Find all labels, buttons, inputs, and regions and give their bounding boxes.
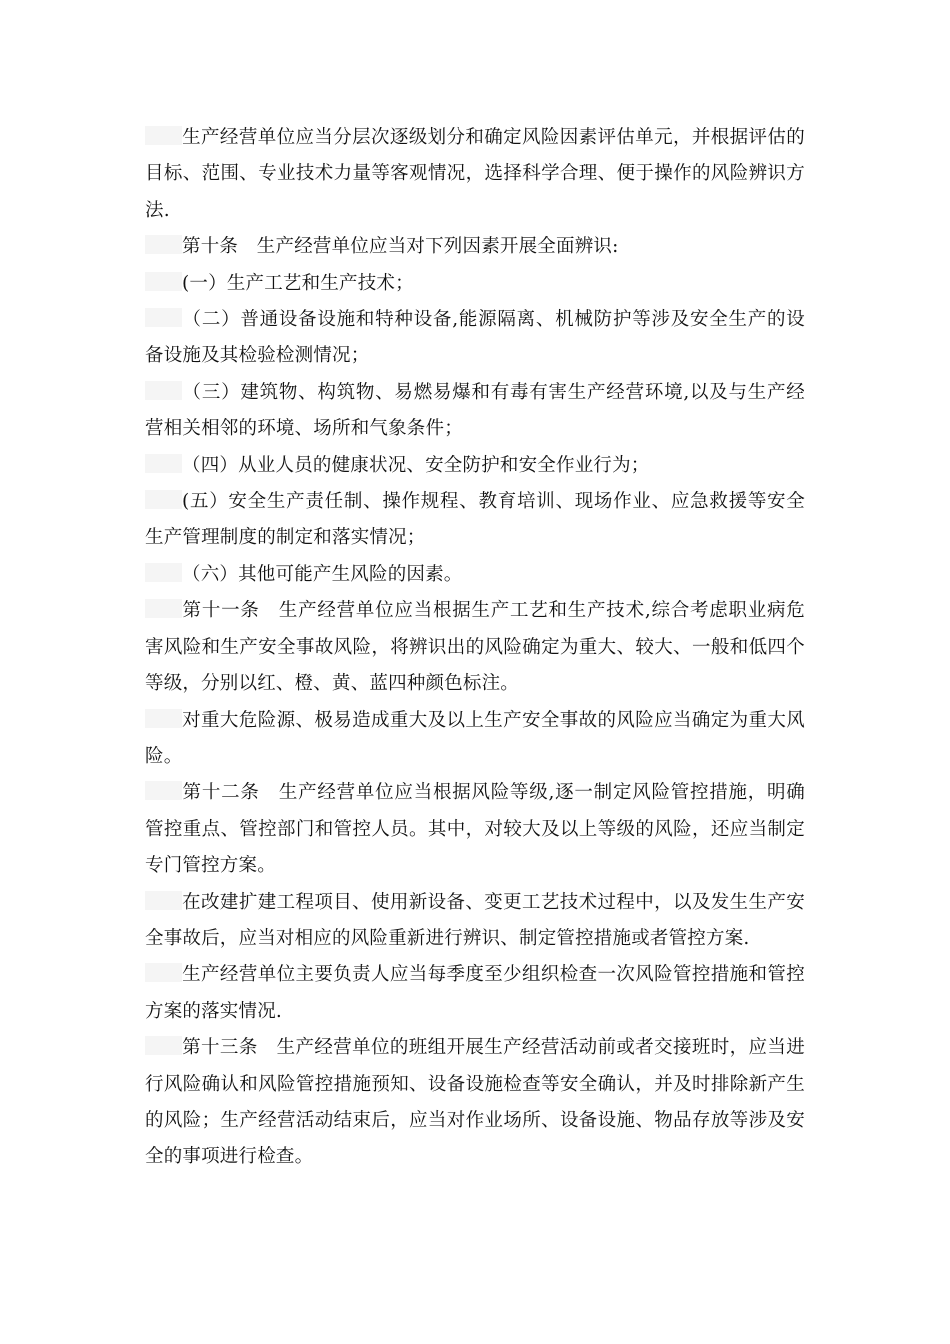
list-item-6: [145, 557, 805, 593]
indent-marker: [145, 308, 182, 327]
paragraph-quarterly-check: [145, 957, 805, 1030]
paragraph-text: (五）安全生产责任制、操作规程、教育培训、现场作业、应急救援等安全生产管理制度的制定和落实情况；: [145, 491, 805, 549]
indent-marker: [145, 381, 182, 400]
indent-marker: [145, 563, 182, 582]
paragraph-text: （三）建筑物、构筑物、易燃易爆和有毒有害生产经营环境,以及与生产经营相关相邻的环境、场所和气象条件；: [145, 381, 805, 440]
paragraph-text: 生产经营单位应当分层次逐级划分和确定风险因素评估单元，并根据评估的目标、范围、专业技术力量等客观情况，选择科学合理、便于操作的风险辨识方法.: [145, 127, 805, 221]
paragraph-article-10: [145, 229, 805, 265]
paragraph-article-11: [145, 593, 805, 702]
indent-marker: [145, 490, 182, 509]
paragraph-text: （二）普通设备设施和特种设备,能源隔离、机械防护等涉及安全生产的设备设施及其检验检测情况；: [145, 309, 805, 367]
list-item-1: [145, 266, 805, 302]
indent-marker: [145, 235, 182, 254]
indent-marker: [145, 709, 182, 728]
indent-marker: [145, 781, 182, 800]
paragraph-text: 对重大危险源、极易造成重大及以上生产安全事故的风险应当确定为重大风险。: [145, 709, 805, 767]
paragraph-text: 第十二条 生产经营单位应当根据风险等级,逐一制定风险管控措施，明确管控重点、管控部门和管控人员。其中，对较大及以上等级的风险，还应当制定专门管控方案。: [145, 782, 805, 877]
indent-marker: [145, 126, 182, 145]
paragraph-text: 在改建扩建工程项目、使用新设备、变更工艺技术过程中，以及发生生产安全事故后，应当对相应的风险重新进行辨识、制定管控措施或者管控方案.: [145, 891, 805, 949]
list-item-2: [145, 302, 805, 375]
indent-marker: [145, 454, 182, 473]
paragraph-text: （六）其他可能产生风险的因素。: [182, 563, 463, 585]
paragraph-reidentify: [145, 885, 805, 958]
paragraph-article-12: [145, 775, 805, 884]
indent-marker: [145, 599, 182, 618]
paragraph-text: （四）从业人员的健康状况、安全防护和安全作业行为；: [182, 454, 650, 476]
list-item-4: [145, 448, 805, 484]
list-item-3: [145, 375, 805, 448]
indent-marker: [145, 272, 182, 291]
paragraph-text: (一）生产工艺和生产技术；: [182, 272, 414, 294]
paragraph-text: 第十三条 生产经营单位的班组开展生产经营活动前或者交接班时，应当进行风险确认和风险管控措施预知、设备设施检查等安全确认，并及时排除新产生的风险；生产经营活动结束后，应当对作业场所、设备设施、物品存放等涉及安全的事项进行检查。: [145, 1037, 805, 1168]
indent-marker: [145, 1036, 182, 1055]
indent-marker: [145, 963, 182, 982]
document-body: [145, 120, 805, 1176]
paragraph-text: 第十条 生产经营单位应当对下列因素开展全面辨识:: [182, 236, 619, 258]
paragraph-text: 第十一条 生产经营单位应当根据生产工艺和生产技术,综合考虑职业病危害风险和生产安全事故风险，将辨识出的风险确定为重大、较大、一般和低四个等级，分别以红、橙、黄、蓝四种颜色标注。: [145, 600, 805, 695]
indent-marker: [145, 891, 182, 910]
paragraph-major-risk: [145, 703, 805, 776]
paragraph-text: 生产经营单位主要负责人应当每季度至少组织检查一次风险管控措施和管控方案的落实情况.: [145, 964, 805, 1022]
list-item-5: [145, 484, 805, 557]
paragraph-risk-units: [145, 120, 805, 229]
paragraph-article-13: [145, 1030, 805, 1176]
